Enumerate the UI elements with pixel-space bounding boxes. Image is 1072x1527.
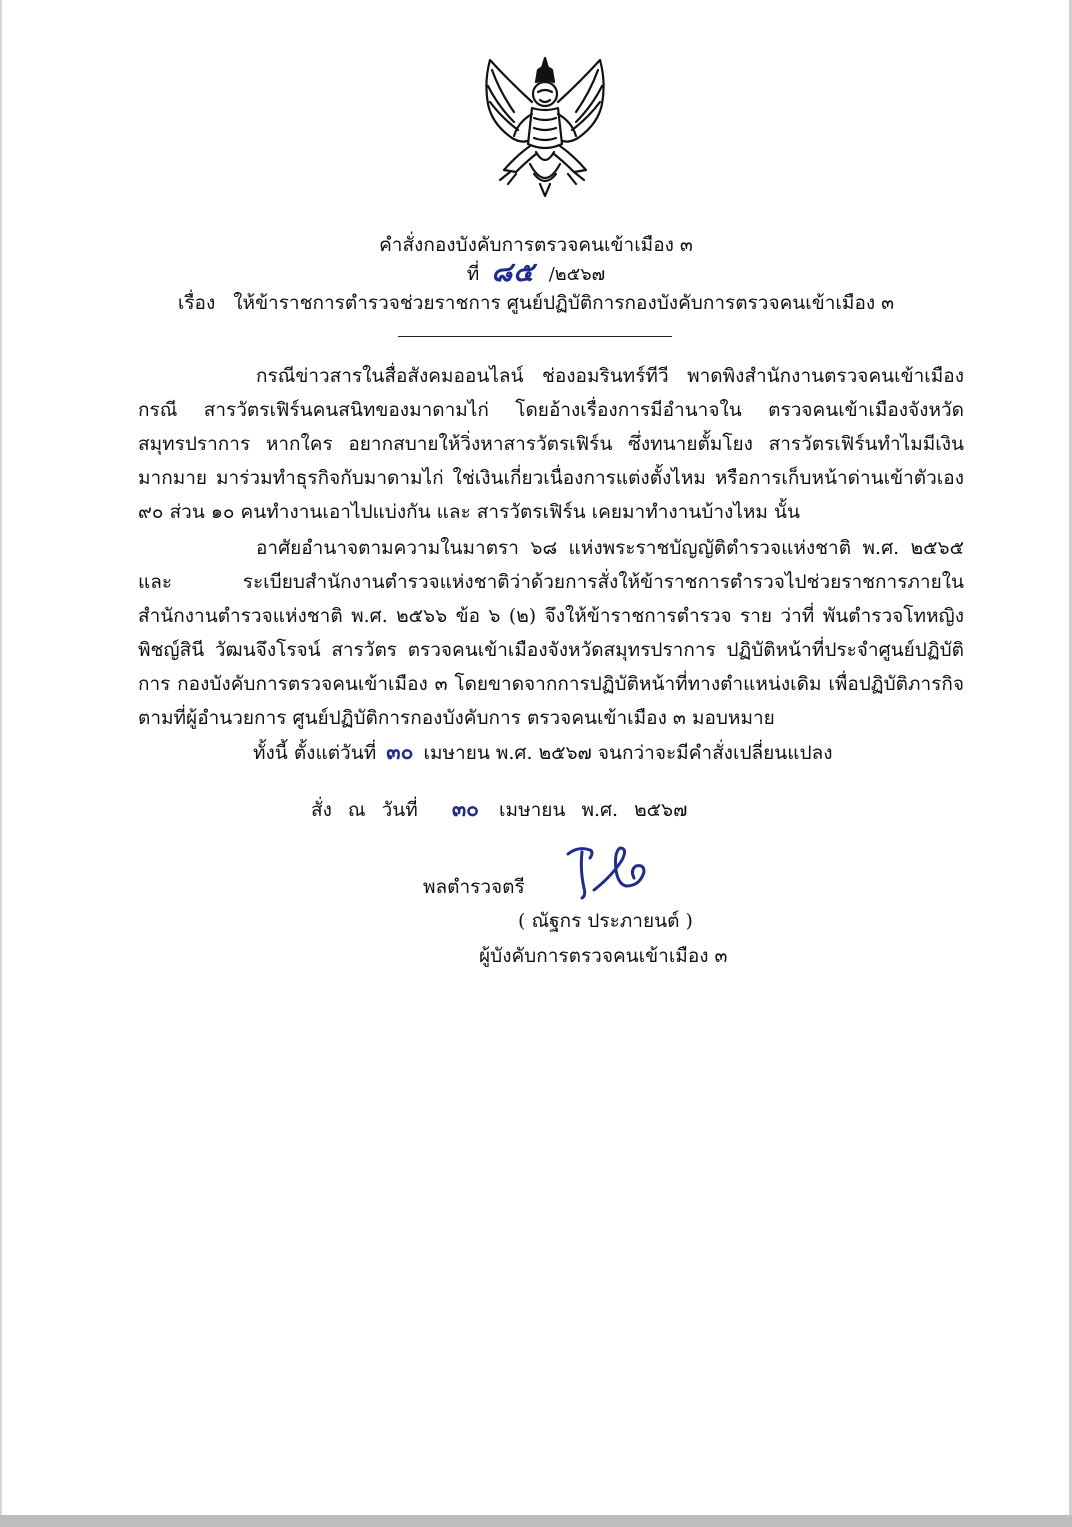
order-number: [0, 259, 1072, 288]
effective-date-line: [253, 737, 833, 768]
signed-day: ๓๐: [451, 797, 479, 821]
page-edge-left: [0, 0, 2, 1527]
subject-text: ให้ข้าราชการตำรวจช่วยราชการ ศูนย์ปฏิบัติการกองบังคับการตรวจคนเข้าเมือง ๓: [233, 292, 895, 314]
paragraph-2: อาศัยอำนาจตามความในมาตรา ๖๘ แห่งพระราชบัญญัติตำรวจแห่งชาติ พ.ศ. ๒๕๖๕ และ ระเบียบสำนักงานตำรวจแห่งชาติว่าด้วยการสั่งให้ข้าราชการตำรวจไปช่วยราชการภายในสำนักงานตำรวจแห่งชาติ พ.ศ. ๒๕๖๖ ข้อ ๖ (๒) จึงให้ข้าราชการตำรวจ ราย ว่าที่ พันตำรวจโทหญิง พิชญ์สินี วัฒนจึงโรจน์ สารวัตร ตรวจคนเข้าเมืองจังหวัดสมุทรปราการ ปฏิบัติหน้าที่ประจำศูนย์ปฏิบัติการ กองบังคับการตรวจคนเข้าเมือง ๓ โดยขาดจากการปฏิบัติหน้าที่ทางตำแหน่งเดิม เพื่อปฏิบัติภารกิจตามที่ผู้อำนวยการ ศูนย์ปฏิบัติการกองบังคับการ ตรวจคนเข้าเมือง ๓ มอบหมาย: [138, 537, 964, 729]
order-number-handwritten: ๘๕: [491, 257, 535, 288]
signer-name: ( ณัฐกร ประภายนต์ ): [518, 910, 693, 932]
paragraph-1: กรณีข่าวสารในสื่อสังคมออนไลน์ ช่องอมรินทร์ทีวี พาดพิงสำนักงานตรวจคนเข้าเมือง กรณี สารวัตรเฟิร์นคนสนิทของมาดามไก่ โดยอ้างเรื่องการมีอำนาจใน ตรวจคนเข้าเมืองจังหวัดสมุทรปราการ หากใคร อยากสบายให้วิ่งหาสารวัตรเฟิร์น ซึ่งทนายตั้มโยง สารวัตรเฟิร์นทำไมมีเงินมากมาย มาร่วมทำธุรกิจกับมาดามไก่ ใช่เงินเกี่ยวเนื่องการแต่งตั้งไหม หรือการเก็บหน้าด่านเข้าตัวเอง ๙๐ ส่วน ๑๐ คนทำงานเอาไปแบ่งกัน และ สารวัตรเฟิร์น เคยมาทำงานบ้างไหม นั้น: [138, 365, 964, 523]
signer-position: ผู้บังคับการตรวจคนเข้าเมือง ๓: [479, 945, 728, 967]
effective-suffix: เมษายน พ.ศ. ๒๕๖๗ จนกว่าจะมีคำสั่งเปลี่ยนแปลง: [423, 742, 833, 764]
signer-rank: พลตำรวจตรี: [423, 876, 525, 898]
handwritten-signature: [560, 840, 660, 904]
effective-day: ๓๐: [386, 740, 414, 764]
effective-prefix: ทั้งนี้ ตั้งแต่วันที่: [253, 742, 377, 764]
signed-prefix: สั่ง ณ วันที่: [311, 799, 418, 821]
signed-month: เมษายน: [499, 799, 566, 821]
header-divider: [398, 336, 672, 337]
signed-date-line: [311, 794, 687, 825]
order-title: คำสั่งกองบังคับการตรวจคนเข้าเมือง ๓: [379, 234, 693, 256]
order-number-year: /๒๕๖๗: [548, 264, 606, 285]
signed-year: พ.ศ. ๒๕๖๗: [581, 799, 688, 821]
subject-line: [0, 290, 1072, 316]
order-number-prefix: ที่: [466, 263, 480, 285]
subject-label: เรื่อง: [177, 292, 216, 314]
garuda-emblem-icon: [470, 52, 620, 202]
page-bottom-bar: [0, 1515, 1072, 1527]
